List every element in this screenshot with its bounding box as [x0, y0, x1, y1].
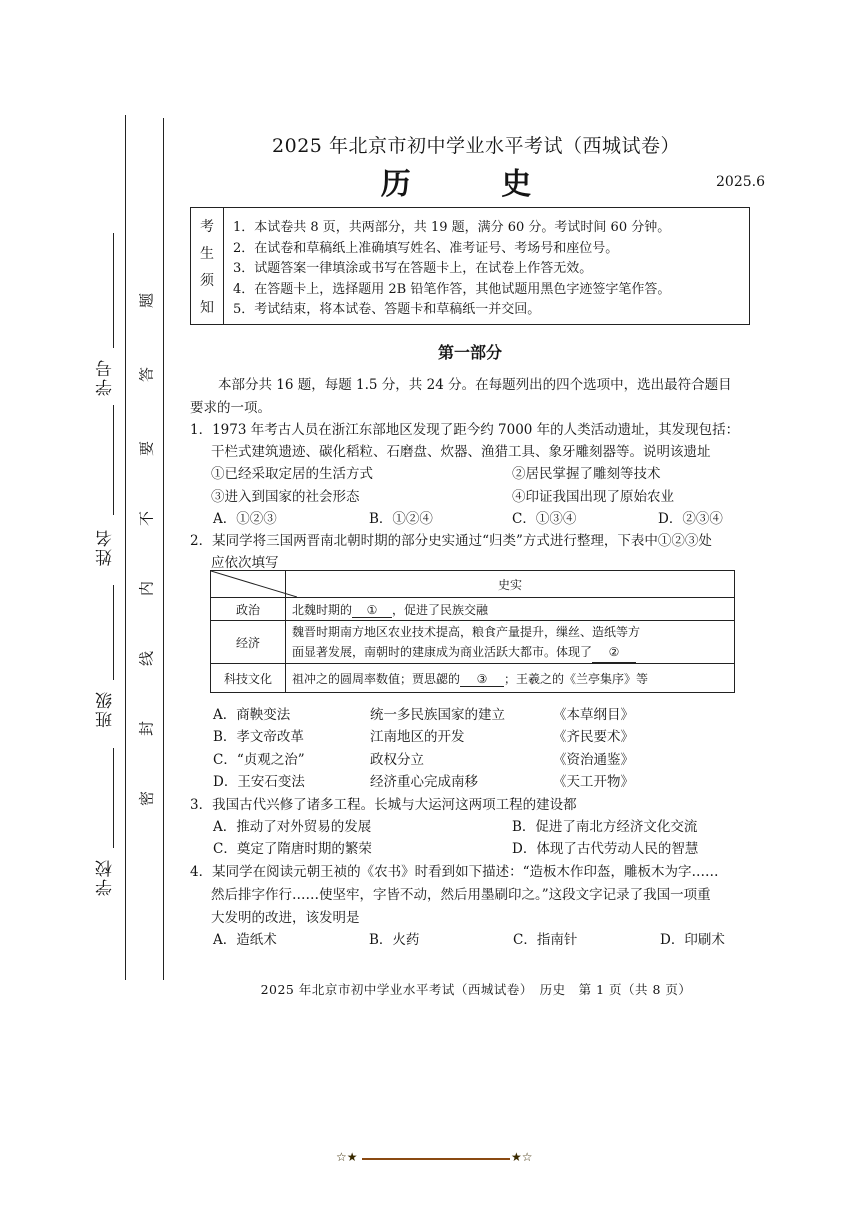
q4-option-b[interactable]: B．火药 — [369, 932, 420, 948]
notice-item: 4．在答题卡上，选择题用 2B 铅笔作答，其他试题用黑色字迹签字笔作答。 — [233, 281, 671, 297]
notice-item: 2．在试卷和草稿纸上准确填写姓名、准考证号、考场号和座位号。 — [233, 240, 619, 256]
q2-option-b-2: 江南地区的开发 — [370, 729, 465, 745]
row-content-politics — [286, 598, 735, 621]
answer-blank-1: ① — [352, 603, 392, 618]
q1-statement-3: ③进入到国家的社会形态 — [211, 489, 360, 505]
seal-char-feng: 封 — [137, 721, 156, 737]
row-text: 祖冲之的圆周率数值；贾思勰的 — [292, 671, 461, 686]
q1-option-a[interactable]: A．①②③ — [213, 511, 277, 527]
q3-stem: 3．我国古代兴修了诸多工程。长城与大运河这两项工程的建设都 — [190, 797, 577, 813]
q1-option-b[interactable]: B．①②④ — [369, 511, 433, 527]
notice-item: 3．试题答案一律填涂或书写在答题卡上，在试卷上作答无效。 — [233, 261, 593, 276]
q3-option-b[interactable]: B．促进了南北方经济文化交流 — [512, 819, 698, 835]
q4-option-a[interactable]: A．造纸术 — [213, 932, 277, 948]
notice-heading — [191, 208, 224, 324]
seal-char-da: 答 — [137, 367, 156, 383]
q2-stem-line2: 应依次填写 — [211, 555, 279, 571]
q1-stem-line2: 干栏式建筑遗迹、碳化稻粒、石磨盘、炊器、渔猎工具、象牙雕刻器等。说明该遗址 — [211, 444, 711, 460]
table-header-facts: 史实 — [286, 571, 735, 598]
notice-head-char: 知 — [200, 299, 214, 316]
class-field[interactable] — [113, 585, 114, 680]
table-row — [211, 621, 735, 664]
table-header-row — [211, 571, 735, 598]
name-field[interactable] — [113, 405, 114, 515]
row-content-science-culture — [286, 664, 735, 693]
q4-stem-line2: 然后排字作行……使坚牢，字皆不动，然后用墨刷印之。”这段文字记录了我国一项重 — [211, 887, 711, 903]
q2-option-a-3: 《本草纲目》 — [553, 707, 634, 723]
notice-head-char: 须 — [200, 272, 214, 289]
q3-option-c[interactable]: C．奠定了隋唐时期的繁荣 — [213, 841, 372, 857]
row-text: 魏晋时期南方地区农业技术提高，粮食产量提升，缫丝、造纸等方 — [292, 624, 641, 639]
notice-head-char: 考 — [200, 218, 214, 235]
q2-option-b-1[interactable]: B．孝文帝改革 — [213, 729, 304, 745]
row-category-science-culture: 科技文化 — [211, 664, 286, 693]
q2-option-a-2: 统一多民族国家的建立 — [370, 707, 505, 723]
answer-blank-3: ③ — [460, 672, 504, 687]
seal-char-mi: 密 — [137, 791, 156, 807]
exam-title: 2025 年北京市初中学业水平考试（西城试卷） — [272, 135, 680, 157]
notice-head-char: 生 — [200, 245, 214, 262]
row-text: ；王羲之的《兰亭集序》等 — [504, 671, 649, 686]
decorative-divider — [336, 1150, 536, 1170]
q2-option-d-1[interactable]: D．王安石变法 — [213, 774, 305, 790]
side-label-school: 学校 — [96, 858, 116, 896]
subject-title: 历 史 — [380, 167, 572, 202]
q2-option-c-3: 《资治通鉴》 — [553, 752, 634, 768]
q4-option-c[interactable]: C．指南针 — [513, 932, 578, 948]
q2-option-c-1[interactable]: C．“贞观之治” — [213, 752, 305, 768]
notice-item: 1．本试卷共 8 页，共两部分，共 19 题，满分 60 分。考试时间 60 分钟。 — [233, 220, 671, 235]
q2-option-d-3: 《天工开物》 — [553, 774, 634, 790]
candidate-notice — [190, 207, 750, 325]
seal-char-nei: 内 — [137, 581, 156, 597]
q3-option-a[interactable]: A．推动了对外贸易的发展 — [213, 819, 372, 835]
diagonal-line — [211, 571, 297, 597]
part-one-intro-line1: 本部分共 16 题，每题 1.5 分，共 24 分。在每题列出的四个选项中，选出最符合题目 — [218, 377, 732, 393]
star-deco-right-icon: ★☆ — [511, 1150, 533, 1164]
q2-option-c-2: 政权分立 — [370, 752, 424, 768]
binding-line-inner — [163, 118, 164, 980]
row-text: 面显著发展，南朝时的建康成为商业活跃大都市。体现了 — [292, 644, 593, 659]
row-text: 北魏时期的 — [292, 602, 353, 617]
q4-stem-line3: 大发明的改进，该发明是 — [211, 910, 360, 926]
answer-blank-2: ② — [592, 642, 636, 663]
seal-char-xian: 线 — [137, 651, 156, 667]
exam-date: 2025.6 — [716, 174, 765, 190]
q4-stem-line1: 4．某同学在阅读元朝王祯的《农书》时看到如下描述：“造板木作印盔，雕板木为字…… — [190, 864, 719, 880]
q4-option-d[interactable]: D．印刷术 — [660, 932, 725, 948]
divider-line — [362, 1158, 510, 1160]
side-label-name: 姓名 — [96, 528, 116, 566]
notice-item: 5．考试结束，将本试卷、答题卡和草稿纸一并交回。 — [233, 302, 541, 317]
q1-option-c[interactable]: C．①③④ — [512, 511, 577, 527]
row-text: ，促进了民族交融 — [392, 602, 489, 617]
page-footer: 2025 年北京市初中学业水平考试（西城试卷） 历史 第 1 页（共 8 页） — [260, 982, 692, 997]
q1-statement-2: ②居民掌握了雕刻等技术 — [512, 466, 661, 482]
q1-option-d[interactable]: D．②③④ — [658, 511, 723, 527]
binding-line-outer — [125, 115, 126, 980]
part-one-intro-line2: 要求的一项。 — [190, 400, 271, 416]
part-one-title: 第一部分 — [437, 343, 502, 362]
seal-char-ti: 题 — [137, 293, 156, 309]
student-id-field[interactable] — [113, 233, 114, 348]
q2-option-a-1[interactable]: A．商鞅变法 — [213, 707, 291, 723]
table-corner-cell — [211, 571, 286, 598]
q2-option-b-3: 《齐民要术》 — [553, 729, 634, 745]
seal-char-yao: 要 — [137, 441, 156, 457]
star-deco-left-icon: ☆★ — [336, 1150, 358, 1164]
q2-option-d-2: 经济重心完成南移 — [370, 774, 478, 790]
row-category-politics: 政治 — [211, 598, 286, 621]
seal-char-bu: 不 — [137, 511, 156, 527]
side-label-class: 班级 — [96, 690, 116, 728]
table-row — [211, 598, 735, 621]
q1-stem-line1: 1．1973 年考古人员在浙江东部地区发现了距今约 7000 年的人类活动遗址，其发现包括： — [190, 422, 740, 438]
q3-option-d[interactable]: D．体现了古代劳动人民的智慧 — [512, 841, 699, 857]
row-category-economy: 经济 — [211, 621, 286, 664]
q1-statement-1: ①已经采取定居的生活方式 — [211, 466, 373, 482]
q2-facts-table — [210, 570, 735, 693]
row-text-line2 — [292, 642, 728, 663]
table-row — [211, 664, 735, 693]
side-label-student-id: 学号 — [96, 358, 116, 396]
school-field[interactable] — [113, 748, 114, 848]
notice-items — [233, 218, 670, 321]
q1-statement-4: ④印证我国出现了原始农业 — [512, 489, 674, 505]
row-content-economy — [286, 621, 735, 664]
q2-stem-line1: 2．某同学将三国两晋南北朝时期的部分史实通过“归类”方式进行整理，下表中①②③处 — [190, 533, 712, 549]
